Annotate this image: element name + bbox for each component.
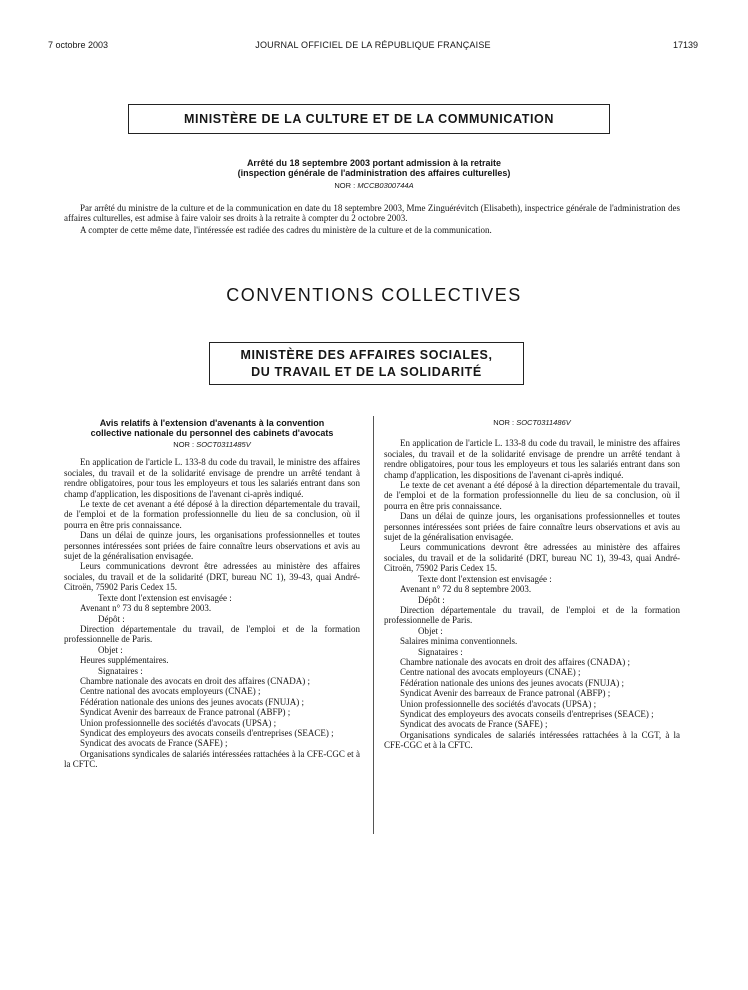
right-paragraph-3: Dans un délai de quinze jours, les organisations professionnelles et toutes personnes intéressées sont priées de faire connaître leurs observations et avis au sujet de la généralisation envisagée. [384, 511, 680, 543]
right-paragraph-2: Le texte de cet avenant a été déposé à la direction départementale du travail, de l'emploi et de la formation professionnelle du lieu de sa conclusion, où il pourra en être pris connaissance. [384, 480, 680, 511]
left-signataire-item: Centre national des avocats employeurs (CNAE) ; [80, 686, 261, 697]
arrete-paragraph-1: Par arrêté du ministre de la culture et de la communication en date du 18 septembre 2003, Mme Zinguérévitch (Elisabeth), inspectrice générale de l'administration des affaires culturelles, est admise à faire valoir ses droits à la retraite à compter du 2 octobre 2003. [64, 203, 680, 223]
arrete-nor [0, 181, 748, 190]
arrete-nor-code: MCCB0300744A [357, 181, 414, 190]
ministry-culture-title: MINISTÈRE DE LA CULTURE ET DE LA COMMUNICATION [184, 112, 554, 126]
avis-title-line1: Avis relatifs à l'extension d'avenants à la convention [99, 418, 325, 428]
right-paragraph-4: Leurs communications devront être adressées au ministère des affaires sociales, du travail et de la solidarité (DRT, bureau NC 1), 39-43, quai André-Citroën, 75902 Paris Cedex 15. [384, 542, 680, 574]
right-paragraph-1: En application de l'article L. 133-8 du code du travail, le ministre des affaires sociales, du travail et de la solidarité envisage de prendre un arrêté tendant à rendre obligatoires, pour tous les employeurs et tous les salariés entrant dans son champ d'application, les dispositions de l'avenant ci-après indiqué. [384, 438, 680, 480]
left-depot: Direction départementale du travail, de l'emploi et de la formation professionnelle de Paris. [64, 623, 360, 645]
header-journal-title: JOURNAL OFFICIEL DE LA RÉPUBLIQUE FRANÇAISE [255, 40, 491, 50]
arrete-title-line1: Arrêté du 18 septembre 2003 portant admission à la retraite [246, 158, 502, 168]
right-signataire-item: Syndicat Avenir des barreaux de France patronal (ABFP) ; [400, 688, 611, 699]
left-depot-label: Dépôt : [98, 613, 125, 624]
column-divider [373, 416, 374, 834]
left-signataire-item: Fédération nationale des unions des jeunes avocats (FNUJA) ; [80, 696, 304, 707]
right-texte-label: Texte dont l'extension est envisagée : [418, 573, 552, 584]
right-signataire-item: Union professionnelle des sociétés d'avocats (UPSA) ; [400, 698, 597, 709]
right-avenant: Avenant n° 72 du 8 septembre 2003. [400, 584, 532, 595]
ministry-social-line2: DU TRAVAIL ET DE LA SOLIDARITÉ [251, 365, 482, 379]
right-nor-label: NOR : [493, 418, 515, 427]
left-paragraph-3: Dans un délai de quinze jours, les organisations professionnelles et toutes personnes intéressées sont priées de faire connaître leurs observations et avis au sujet de la généralisation envisagée. [64, 530, 360, 562]
left-signataires-label: Signataires : [98, 665, 143, 676]
left-nor-code: SOCT0311485V [196, 440, 251, 449]
right-signataire-item: Fédération nationale des unions des jeunes avocats (FNUJA) ; [400, 677, 624, 688]
right-signataire-item: Chambre nationale des avocats en droit des affaires (CNADA) ; [400, 656, 631, 667]
header-page-number: 17139 [672, 40, 698, 50]
right-signataire-item: Syndicat des employeurs des avocats conseils d'entreprises (SEACE) ; [400, 708, 654, 719]
right-column [384, 418, 680, 751]
right-signataires-label: Signataires : [418, 646, 463, 657]
ministry-culture-box [128, 104, 610, 134]
left-paragraph-4: Leurs communications devront être adressées au ministère des affaires sociales, du travail et de la solidarité (DRT, bureau NC 1), 39-43, quai André-Citroën, 75902 Paris Cedex 15. [64, 561, 360, 593]
section-title-conventions: CONVENTIONS COLLECTIVES [226, 285, 522, 305]
page-header [48, 40, 698, 54]
right-signataire-item: Syndicat des avocats de France (SAFE) ; [400, 719, 548, 730]
ministry-social-box [209, 342, 524, 385]
left-avenant: Avenant n° 73 du 8 septembre 2003. [80, 603, 212, 614]
header-date: 7 octobre 2003 [48, 40, 109, 50]
left-column [64, 418, 360, 770]
left-paragraph-2: Le texte de cet avenant a été déposé à la direction départementale du travail, de l'emploi et de la formation professionnelle du lieu de sa conclusion, où il pourra en être pris connaissance. [64, 499, 360, 530]
right-depot-label: Dépôt : [418, 594, 445, 605]
left-objet: Heures supplémentaires. [80, 655, 169, 666]
right-objet-label: Objet : [418, 625, 443, 636]
left-signataire-item: Syndicat des avocats de France (SAFE) ; [80, 738, 228, 749]
left-signataire-item: Syndicat Avenir des barreaux de France patronal (ABFP) ; [80, 707, 291, 718]
right-objet: Salaires minima conventionnels. [400, 636, 518, 647]
left-texte-label: Texte dont l'extension est envisagée : [98, 592, 232, 603]
ministry-social-line1: MINISTÈRE DES AFFAIRES SOCIALES, [240, 348, 493, 362]
left-signataire-item: Chambre nationale des avocats en droit des affaires (CNADA) ; [80, 675, 311, 686]
avis-title-line2: collective nationale du personnel des cabinets d'avocats [90, 428, 334, 438]
left-signataire-item: Organisations syndicales de salariés intéressées rattachées à la CFE-CGC et à la CFTC. [64, 748, 360, 770]
right-depot: Direction départementale du travail, de l'emploi et de la formation professionnelle de Paris. [384, 604, 680, 626]
left-nor-label: NOR : [173, 440, 195, 449]
right-nor [384, 418, 680, 428]
arrete-nor-label: NOR : [334, 181, 356, 190]
right-nor-code: SOCT0311486V [516, 418, 571, 427]
left-signataire-item: Union professionnelle des sociétés d'avocats (UPSA) ; [80, 717, 277, 728]
arrete-title-line2: (inspection générale de l'administration des affaires culturelles) [237, 168, 511, 178]
right-signataire-item: Organisations syndicales de salariés intéressées rattachées à la CGT, à la CFE-CGC et à la CFTC. [384, 729, 680, 751]
left-paragraph-1: En application de l'article L. 133-8 du code du travail, le ministre des affaires sociales, du travail et de la solidarité envisage de prendre un arrêté tendant à rendre obligatoires, pour tous les employeurs et tous les salariés entrant dans son champ d'application, les dispositions de l'avenant ci-après indiqué. [64, 457, 360, 499]
left-nor [64, 440, 360, 450]
right-signataire-item: Centre national des avocats employeurs (CNAE) ; [400, 667, 581, 678]
left-signataire-item: Syndicat des employeurs des avocats conseils d'entreprises (SEACE) ; [80, 727, 334, 738]
left-objet-label: Objet : [98, 644, 123, 655]
arrete-paragraph-2: A compter de cette même date, l'intéressée est radiée des cadres du ministère de la culture et de la communication. [80, 225, 492, 235]
